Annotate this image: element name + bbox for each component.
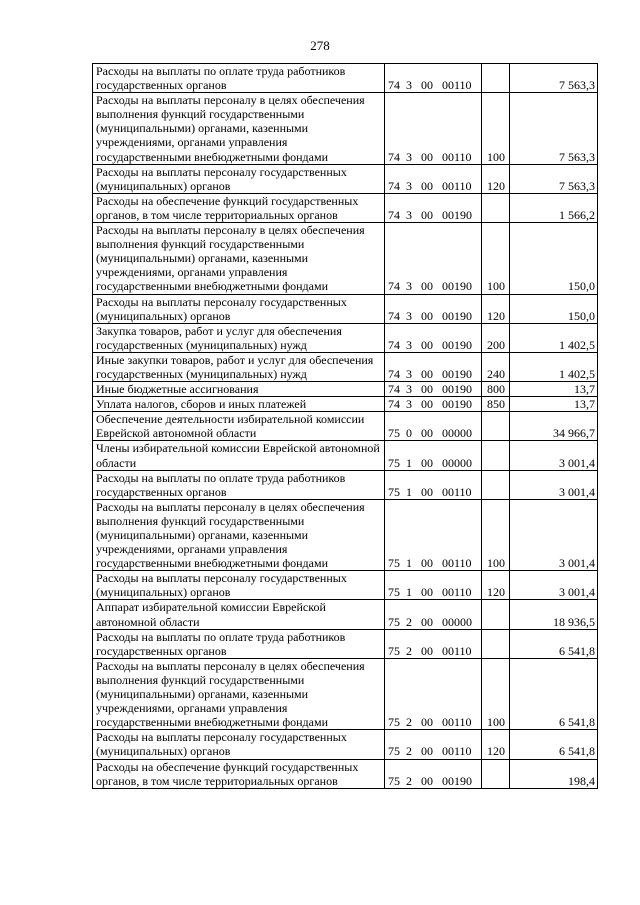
row-amount-cell: 13,7: [510, 397, 598, 412]
row-amount-cell: 1 566,2: [510, 193, 598, 222]
row-code-cell: 75 1 00 00110: [385, 470, 482, 499]
table-row: [93, 164, 598, 193]
row-name-cell: Расходы на выплаты персоналу в целях обеспечения выполнения функций государственными (муниципальными) органами, казенными учреждениями, органами управления государственными внебюджетными фондами: [93, 93, 385, 164]
row-expense-type-cell: [482, 412, 510, 441]
row-amount-cell: 150,0: [510, 294, 598, 323]
row-code-cell: 74 3 00 00190: [385, 382, 482, 397]
row-code-cell: 75 1 00 00000: [385, 441, 482, 470]
table-row: [93, 600, 598, 629]
row-name-cell: Расходы на обеспечение функций государственных органов, в том числе территориальных органов: [93, 759, 385, 788]
row-code-cell: 75 2 00 00110: [385, 629, 482, 658]
row-name-cell: Расходы на выплаты по оплате труда работников государственных органов: [93, 64, 385, 93]
row-expense-type-cell: 850: [482, 397, 510, 412]
table-row: [93, 382, 598, 397]
table-row: [93, 323, 598, 352]
row-code-cell: 74 3 00 00110: [385, 93, 482, 164]
row-code-cell: 75 2 00 00190: [385, 759, 482, 788]
row-amount-cell: 3 001,4: [510, 470, 598, 499]
row-amount-cell: 18 936,5: [510, 600, 598, 629]
row-name-cell: Расходы на выплаты по оплате труда работников государственных органов: [93, 470, 385, 499]
table-row: [93, 397, 598, 412]
row-name-cell: Расходы на выплаты персоналу в целях обеспечения выполнения функций государственными (муниципальными) органами, казенными учреждениями, органами управления государственными внебюджетными фондами: [93, 499, 385, 570]
row-code-cell: 74 3 00 00110: [385, 64, 482, 93]
table-row: [93, 441, 598, 470]
row-amount-cell: 1 402,5: [510, 323, 598, 352]
row-amount-cell: 3 001,4: [510, 499, 598, 570]
row-code-cell: 74 3 00 00190: [385, 193, 482, 222]
table-row: [93, 629, 598, 658]
row-expense-type-cell: 100: [482, 93, 510, 164]
row-code-cell: 75 0 00 00000: [385, 412, 482, 441]
table-row: [93, 412, 598, 441]
table-row: [93, 223, 598, 294]
row-code-cell: 74 3 00 00190: [385, 294, 482, 323]
row-amount-cell: 7 563,3: [510, 64, 598, 93]
row-amount-cell: 6 541,8: [510, 730, 598, 759]
row-expense-type-cell: 120: [482, 164, 510, 193]
row-code-cell: 74 3 00 00190: [385, 223, 482, 294]
row-expense-type-cell: 100: [482, 499, 510, 570]
table-row: [93, 352, 598, 381]
row-name-cell: Расходы на выплаты персоналу государственных (муниципальных) органов: [93, 164, 385, 193]
row-expense-type-cell: 120: [482, 294, 510, 323]
row-amount-cell: 1 402,5: [510, 352, 598, 381]
table-row: [93, 64, 598, 93]
table-row: [93, 470, 598, 499]
row-expense-type-cell: 240: [482, 352, 510, 381]
row-expense-type-cell: 120: [482, 730, 510, 759]
row-expense-type-cell: [482, 470, 510, 499]
row-name-cell: Аппарат избирательной комиссии Еврейской автономной области: [93, 600, 385, 629]
row-name-cell: Расходы на выплаты персоналу государственных (муниципальных) органов: [93, 730, 385, 759]
row-name-cell: Расходы на выплаты персоналу государственных (муниципальных) органов: [93, 571, 385, 600]
row-expense-type-cell: [482, 759, 510, 788]
row-expense-type-cell: [482, 629, 510, 658]
table-row: [93, 658, 598, 729]
row-expense-type-cell: [482, 600, 510, 629]
row-code-cell: 75 1 00 00110: [385, 571, 482, 600]
row-name-cell: Уплата налогов, сборов и иных платежей: [93, 397, 385, 412]
table-row: [93, 499, 598, 570]
row-expense-type-cell: [482, 64, 510, 93]
row-amount-cell: 7 563,3: [510, 93, 598, 164]
row-name-cell: Закупка товаров, работ и услуг для обеспечения государственных (муниципальных) нужд: [93, 323, 385, 352]
row-expense-type-cell: 120: [482, 571, 510, 600]
row-expense-type-cell: 100: [482, 223, 510, 294]
row-name-cell: Расходы на выплаты персоналу государственных (муниципальных) органов: [93, 294, 385, 323]
row-expense-type-cell: [482, 441, 510, 470]
row-code-cell: 74 3 00 00190: [385, 397, 482, 412]
row-name-cell: Расходы на обеспечение функций государственных органов, в том числе территориальных органов: [93, 193, 385, 222]
table-row: [93, 730, 598, 759]
row-code-cell: 75 1 00 00110: [385, 499, 482, 570]
row-name-cell: Расходы на выплаты персоналу в целях обеспечения выполнения функций государственными (муниципальными) органами, казенными учреждениями, органами управления государственными внебюджетными фондами: [93, 658, 385, 729]
row-name-cell: Обеспечение деятельности избирательной комиссии Еврейской автономной области: [93, 412, 385, 441]
row-expense-type-cell: 800: [482, 382, 510, 397]
table-row: [93, 193, 598, 222]
table-row: [93, 93, 598, 164]
table-row: [93, 294, 598, 323]
row-amount-cell: 3 001,4: [510, 441, 598, 470]
row-name-cell: Иные бюджетные ассигнования: [93, 382, 385, 397]
row-amount-cell: 150,0: [510, 223, 598, 294]
table-row: [93, 571, 598, 600]
row-amount-cell: 13,7: [510, 382, 598, 397]
row-amount-cell: 6 541,8: [510, 658, 598, 729]
row-code-cell: 75 2 00 00110: [385, 658, 482, 729]
row-code-cell: 74 3 00 00110: [385, 164, 482, 193]
table-row: [93, 759, 598, 788]
row-amount-cell: 3 001,4: [510, 571, 598, 600]
row-code-cell: 74 3 00 00190: [385, 352, 482, 381]
row-name-cell: Члены избирательной комиссии Еврейской автономной области: [93, 441, 385, 470]
row-expense-type-cell: 200: [482, 323, 510, 352]
row-name-cell: Расходы на выплаты персоналу в целях обеспечения выполнения функций государственными (муниципальными) органами, казенными учреждениями, органами управления государственными внебюджетными фондами: [93, 223, 385, 294]
row-expense-type-cell: [482, 193, 510, 222]
row-name-cell: Расходы на выплаты по оплате труда работников государственных органов: [93, 629, 385, 658]
row-code-cell: 75 2 00 00110: [385, 730, 482, 759]
row-amount-cell: 34 966,7: [510, 412, 598, 441]
row-code-cell: 75 2 00 00000: [385, 600, 482, 629]
row-expense-type-cell: 100: [482, 658, 510, 729]
budget-table-body: [93, 64, 598, 789]
row-amount-cell: 6 541,8: [510, 629, 598, 658]
budget-table: [92, 63, 598, 789]
page-number: 278: [310, 38, 330, 53]
row-amount-cell: 198,4: [510, 759, 598, 788]
row-amount-cell: 7 563,3: [510, 164, 598, 193]
row-name-cell: Иные закупки товаров, работ и услуг для обеспечения государственных (муниципальных) нужд: [93, 352, 385, 381]
row-code-cell: 74 3 00 00190: [385, 323, 482, 352]
